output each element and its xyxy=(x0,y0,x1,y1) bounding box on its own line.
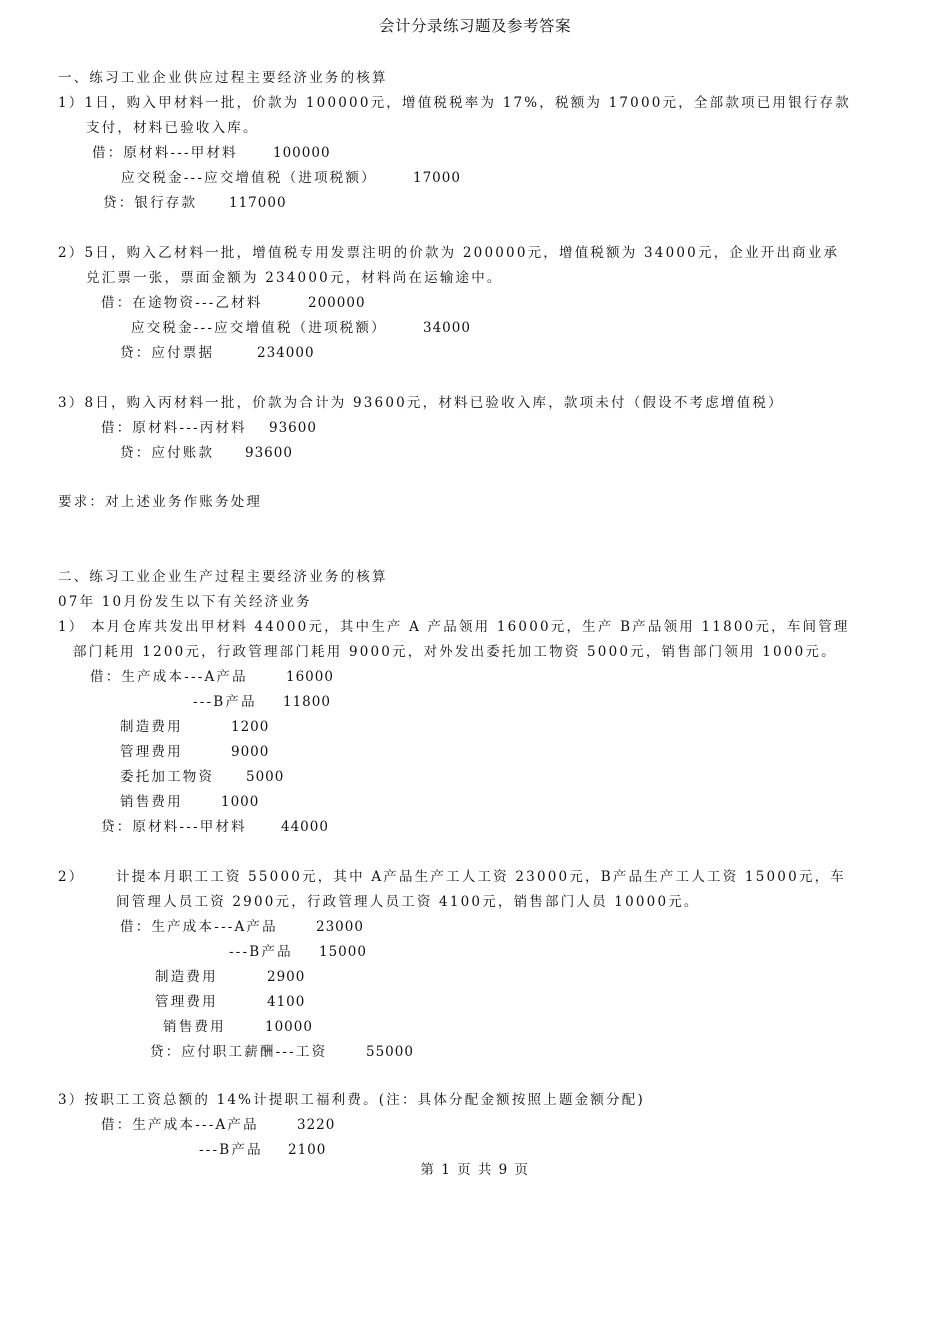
s2-q1-amount7: 44000 xyxy=(281,819,329,835)
s2-q3-amount1: 3220 xyxy=(297,1117,336,1133)
s1-q1-entry-debit1: 借：原材料---甲材料 xyxy=(92,145,238,161)
s1-q2-text-line1: 2）5日，购入乙材料一批，增值税专用发票注明的价款为 200000元，增值税额为 34000元，企业开出商业承 xyxy=(58,245,840,261)
s2-q1-entry3: 制造费用 xyxy=(120,719,183,735)
s1-q2-entry-debit2: 应交税金---应交增值税（进项税额） xyxy=(131,320,387,336)
s2-q2-amount4: 4100 xyxy=(267,994,306,1010)
s1-q1-text-line1: 1）1日，购入甲材料一批，价款为 100000元，增值税税率为 17%，税额为 17000元，全部款项已用银行存款 xyxy=(58,95,851,111)
s1-q1-entry-credit: 贷：银行存款 xyxy=(103,195,198,211)
s1-q3-text-line1: 3）8日，购入丙材料一批，价款为合计为 93600元，材料已验收入库，款项未付（假设不考虑增值税） xyxy=(58,395,784,411)
s2-q1-entry1: 借：生产成本---A产品 xyxy=(90,669,248,685)
s2-q2-amount6: 55000 xyxy=(366,1044,414,1060)
s2-q1-entry2: ---B产品 xyxy=(193,694,257,710)
s2-q2-entry-credit: 贷：应付职工薪酬---工资 xyxy=(150,1044,328,1060)
s2-q2-entry4: 管理费用 xyxy=(155,994,218,1010)
section2-heading: 二、练习工业企业生产过程主要经济业务的核算 xyxy=(58,569,388,585)
s1-requirement: 要求：对上述业务作账务处理 xyxy=(58,494,263,510)
s2-q2-number: 2） xyxy=(58,869,85,885)
s1-q3-entry-debit: 借：原材料---丙材料 xyxy=(101,420,247,436)
section2-intro: 07年 10月份发生以下有关经济业务 xyxy=(58,594,312,610)
s2-q1-entry4: 管理费用 xyxy=(120,744,183,760)
s2-q1-amount5: 5000 xyxy=(246,769,285,785)
s2-q3-amount2: 2100 xyxy=(288,1142,327,1158)
s2-q1-amount3: 1200 xyxy=(231,719,270,735)
s2-q2-amount5: 10000 xyxy=(265,1019,313,1035)
s2-q1-amount4: 9000 xyxy=(231,744,270,760)
s2-q3-entry1: 借：生产成本---A产品 xyxy=(101,1117,259,1133)
s2-q3-text-line1: 3）按职工工资总额的 14%计提职工福利费。(注：具体分配金额按照上题金额分配) xyxy=(58,1092,645,1108)
s1-q2-text-line2: 兑汇票一张，票面金额为 234000元，材料尚在运输途中。 xyxy=(86,270,503,286)
s1-q3-amount1: 93600 xyxy=(269,420,317,436)
s2-q2-text-line1: 计提本月职工工资 55000元，其中 A产品生产工人工资 23000元，B产品生产工人工资 15000元，车 xyxy=(116,869,846,885)
s1-q3-amount2: 93600 xyxy=(245,445,293,461)
s1-q2-entry-debit1: 借：在途物资---乙材料 xyxy=(101,295,263,311)
s1-q2-entry-credit: 贷：应付票据 xyxy=(120,345,215,361)
s2-q2-amount1: 23000 xyxy=(316,919,364,935)
s2-q1-amount1: 16000 xyxy=(286,669,334,685)
s2-q1-text-line2: 部门耗用 1200元，行政管理部门耗用 9000元，对外发出委托加工物资 5000元，销售部门领用 1000元。 xyxy=(73,644,837,660)
s1-q1-amount3: 117000 xyxy=(229,195,287,211)
s1-q2-amount2: 34000 xyxy=(423,320,471,336)
s2-q1-entry5: 委托加工物资 xyxy=(120,769,215,785)
s1-q2-amount3: 234000 xyxy=(257,345,315,361)
s2-q1-text-line1: 1） 本月仓库共发出甲材料 44000元，其中生产 A 产品领用 16000元，生产 B产品领用 11800元，车间管理 xyxy=(58,619,850,635)
s2-q2-entry1: 借：生产成本---A产品 xyxy=(120,919,278,935)
s1-q1-text-line2: 支付，材料已验收入库。 xyxy=(86,120,259,136)
s2-q1-entry6: 销售费用 xyxy=(120,794,183,810)
s2-q2-text-line2: 间管理人员工资 2900元，行政管理人员工资 4100元，销售部门人员 10000元。 xyxy=(116,894,700,910)
s2-q2-entry2: ---B产品 xyxy=(229,944,293,960)
s2-q2-entry3: 制造费用 xyxy=(155,969,218,985)
s2-q1-entry-credit: 贷：原材料---甲材料 xyxy=(101,819,247,835)
section1-heading: 一、练习工业企业供应过程主要经济业务的核算 xyxy=(58,70,388,86)
s2-q1-amount2: 11800 xyxy=(283,694,331,710)
s2-q2-entry5: 销售费用 xyxy=(163,1019,226,1035)
s1-q1-entry-debit2: 应交税金---应交增值税（进项税额） xyxy=(121,170,377,186)
s1-q2-amount1: 200000 xyxy=(308,295,366,311)
s1-q3-entry-credit: 贷：应付账款 xyxy=(120,445,215,461)
s2-q3-entry2: ---B产品 xyxy=(199,1142,263,1158)
s2-q2-amount3: 2900 xyxy=(267,969,306,985)
page-footer: 第 1 页 共 9 页 xyxy=(420,1162,530,1178)
s1-q1-amount1: 100000 xyxy=(273,145,331,161)
s1-q1-amount2: 17000 xyxy=(413,170,461,186)
page-title: 会计分录练习题及参考答案 xyxy=(378,17,571,35)
s2-q1-amount6: 1000 xyxy=(221,794,260,810)
s2-q2-amount2: 15000 xyxy=(319,944,367,960)
